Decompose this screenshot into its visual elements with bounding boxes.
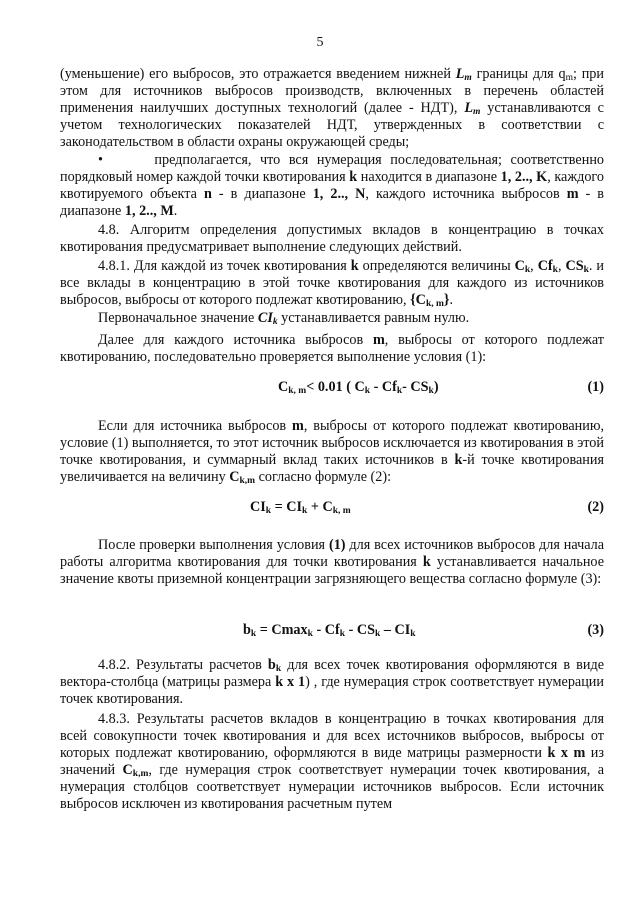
formula-2: $CI_k = CI_k + C_{k, m}$ (2) bbox=[250, 499, 604, 516]
paragraph-bullet-numbering: • предполагается, что вся нумерация последовательная; соответственно порядковый номер каждой точки квотирования k находится в диапазоне 1, 2.., K, каждого квотируемого объекта n - в диапазоне 1, 2.., N, каждого источника выбросов m - в диапазоне 1, 2.., M. bbox=[60, 152, 605, 219]
paragraph-4-8-1: 4.8.1. Для каждой из точек квотирования k определяются величины $C_k$, $Cf_k$, $CS_k$. и все вклады в концентрацию в этой точке квотирования для каждого из источников выбросов, выбросы от которого подлежат квотированию, $\{C_{k, m}\}$. bbox=[60, 258, 605, 309]
formula-3-number: (3) bbox=[587, 622, 604, 638]
paragraph-4-8-3: 4.8.3. Результаты расчетов вкладов в концентрацию в точках квотирования для всей совокупности точек квотирования и для всех источников выбросов, выбросы от которых подлежат квотированию, оформляются в виде матрицы размерности k x m из значений $C_{k,m}$, где нумерация строк соответствует нумерации точек квотирования, а нумерация столбцов соответствует нумерации источников выбросов. Если источник выбросов исключен из квотирования расчетным путем bbox=[60, 711, 605, 812]
paragraph-4-8-2: 4.8.2. Результаты расчетов $b_k$ для всех точек квотирования оформляются в виде вектора-столбца (матрицы размера k x 1) , где нумерация строк соответствует нумерации точек квотирования. bbox=[60, 657, 604, 707]
paragraph-condition-holds: Если для источника выбросов m, выбросы от которого подлежат квотированию, условие (1) выполняется, то этот источник выбросов исключается из квотирования в этой точке квотирования, и суммарный вклад таких источников в k-й точке квотирования увеличивается на величину $C_{k,m}$ согласно формуле (2): bbox=[60, 418, 605, 486]
formula-1: $C_{k, m}< 0.01$ ( $C_k - Cf_k-$ $CS_k$) (1) bbox=[278, 379, 604, 396]
formula-2-number: (2) bbox=[587, 499, 604, 515]
paragraph-after-check: После проверки выполнения условия (1) для всех источников выбросов для начала работы алгоритма квотирования для точки квотирования k устанавливается начальное значение квоты приземной концентрации загрязняющего вещества согласно формуле (3): bbox=[60, 537, 604, 587]
formula-3: $b_k = Cmax_k - Cf_k - CS_k - CI_k$ (3) bbox=[243, 622, 604, 639]
formula-1-number: (1) bbox=[587, 379, 604, 395]
paragraph-4-8: 4.8. Алгоритм определения допустимых вкладов в концентрацию в точках квотирования предусматривает выполнение следующих действий. bbox=[60, 222, 604, 255]
page-number: 5 bbox=[316, 35, 324, 50]
paragraph-lower-bound: (уменьшение) его выбросов, это отражается введением нижней $L_m$ границы для $q_m$; при этом для источников выбросов производств, включенных в перечень областей применения наилучших доступных технологий (далее - НДТ), $L_m$ устанавливаются с учетом технологических показателей НДТ, утвержденных в соответствии с законодательством в области охраны окружающей среды; bbox=[60, 66, 604, 150]
paragraph-initial-value: Первоначальное значение $CI_k$ устанавливается равным нулю. bbox=[98, 310, 470, 327]
paragraph-next: Далее для каждого источника выбросов m, выбросы от которого подлежат квотированию, последовательно проверяется выполнение условия (1): bbox=[60, 332, 604, 365]
